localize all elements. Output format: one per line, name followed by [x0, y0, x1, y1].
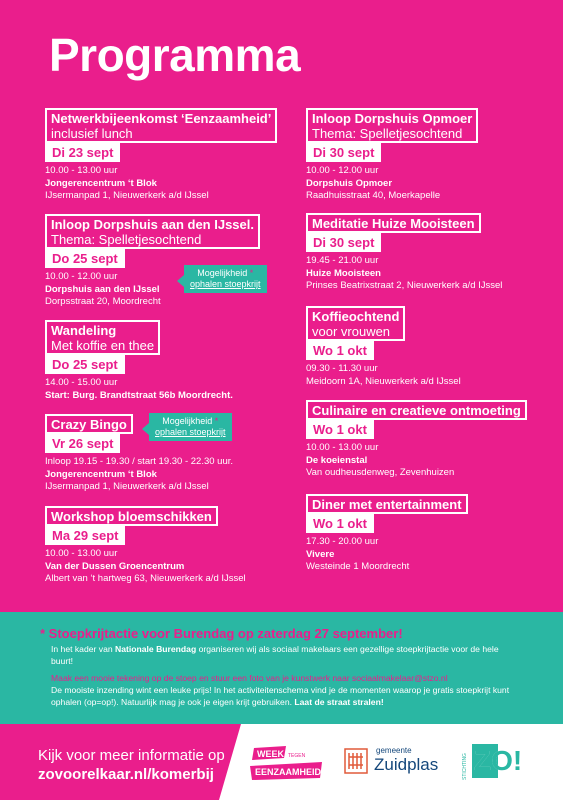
event-details: 10.00 - 13.00 uur De koeienstal Van oudheusdenweg, Zevenhuizen: [306, 442, 455, 478]
week-tegen-eenzaamheid-logo: [250, 746, 324, 780]
event-date: Vr 26 sept: [45, 434, 120, 453]
chalk-pickup-badge: Mogelijkheid * ophalen stoepkrijt: [184, 265, 267, 293]
chalk-action-intro: In het kader van Nationale Burendag organiseren wij als sociaal makelaars een gezellige stoepkrijtactie voor de hele buurt!: [51, 644, 499, 666]
event-details: 09.30 - 11.30 uur Meidoorn 1A, Nieuwerkerk a/d IJssel: [306, 363, 461, 387]
event-title: Inloop Dorpshuis aan den IJssel. Thema: Spelletjesochtend: [45, 214, 260, 249]
event-card: [306, 306, 461, 388]
event-card: [45, 214, 260, 309]
footer: Kijk voor meer informatie op zovoorelkaar.nl/komerbij WEEK TEGEN EENZAAMHEID gemeente Zuidplas STICHTING ZO!: [0, 724, 563, 800]
chalk-action-heading: * Stoepkrijtactie voor Burendag op zaterdag 27 september!: [40, 626, 403, 641]
event-title: Culinaire en creatieve ontmoeting: [306, 400, 527, 420]
event-card: [45, 506, 246, 586]
chalk-action-instruction: Maak een mooie tekening op de stoep en stuur een foto van je kunstwerk naar sociaalmakelaar@stzo.nl: [51, 673, 448, 683]
event-date: Di 30 sept: [306, 233, 381, 252]
zuidplas-emblem-icon: [344, 748, 368, 774]
event-title: Diner met entertainment: [306, 494, 468, 514]
event-details: 19.45 - 21.00 uur Huize Mooisteen Prinses Beatrixstraat 2, Nieuwerkerk a/d IJssel: [306, 255, 503, 291]
chalk-pickup-badge: Mogelijkheid * ophalen stoepkrijt: [149, 413, 232, 441]
event-card: [45, 108, 277, 203]
event-details: 10.00 - 13.00 uur Jongerencentrum ‘t Blok IJsermanpad 1, Nieuwerkerk a/d IJssel: [45, 165, 209, 201]
chalk-action-section: [0, 612, 563, 724]
svg-text:TEGEN: TEGEN: [288, 753, 306, 759]
event-date: Wo 1 okt: [306, 420, 374, 439]
event-card: [45, 320, 233, 402]
footer-info: Kijk voor meer informatie op zovoorelkaar.nl/komerbij: [38, 747, 225, 783]
event-card: [306, 108, 478, 203]
event-card: [306, 400, 527, 480]
event-card: [306, 213, 502, 293]
event-details: 17.30 - 20.00 uur Vivere Westeinde 1 Moordrecht: [306, 536, 410, 572]
event-title: Inloop Dorpshuis Opmoer Thema: Spelletjesochtend: [306, 108, 478, 143]
event-date: Ma 29 sept: [45, 526, 125, 545]
event-title: Koffieochtend voor vrouwen: [306, 306, 405, 341]
event-details: 10.00 - 12.00 uur Dorpshuis aan den IJssel Dorpsstraat 20, Moordrecht: [45, 271, 161, 307]
event-details: 14.00 - 15.00 uur Start: Burg. Brandtstraat 56b Moordrecht.: [45, 377, 233, 401]
event-title: Meditatie Huize Mooisteen: [306, 213, 481, 233]
svg-text:WEEK: WEEK: [257, 749, 284, 759]
event-date: Di 30 sept: [306, 143, 381, 162]
event-card: [306, 494, 468, 574]
event-date: Do 25 sept: [45, 355, 125, 374]
chalk-action-prize: De mooiste inzending wint een leuke prijs! In het activiteitenschema vind je de momenten waarop je gratis stoepkrijt kunt ophalen (op=op!). Natuurlijk mag je ook je eigen krijt gebruiken. Laat de straat stralen!: [51, 685, 510, 707]
page-title: Programma: [49, 29, 301, 81]
event-details: 10.00 - 12.00 uur Dorpshuis Opmoer Raadhuisstraat 40, Moerkapelle: [306, 165, 441, 201]
svg-text:EENZAAMHEID: EENZAAMHEID: [255, 767, 322, 777]
event-title: Workshop bloemschikken: [45, 506, 218, 526]
event-title: Wandeling Met koffie en thee: [45, 320, 160, 355]
event-title: Netwerkbijeenkomst ‘Eenzaamheid’ inclusief lunch: [45, 108, 277, 143]
event-details: 10.00 - 13.00 uur Van der Dussen Groencentrum Albert van ‘t hartweg 63, Nieuwerkerk a/d IJssel: [45, 548, 246, 584]
event-details: Inloop 19.15 - 19.30 / start 19.30 - 22.30 uur. Jongerencentrum ‘t Blok IJsermanpad 1, Nieuwerkerk a/d IJssel: [45, 456, 234, 492]
footer-url[interactable]: zovoorelkaar.nl/komerbij: [38, 766, 214, 783]
event-date: Wo 1 okt: [306, 341, 374, 360]
event-title: Crazy Bingo: [45, 414, 133, 434]
event-date: Do 25 sept: [45, 249, 125, 268]
event-date: Di 23 sept: [45, 143, 120, 162]
event-date: Wo 1 okt: [306, 514, 374, 533]
